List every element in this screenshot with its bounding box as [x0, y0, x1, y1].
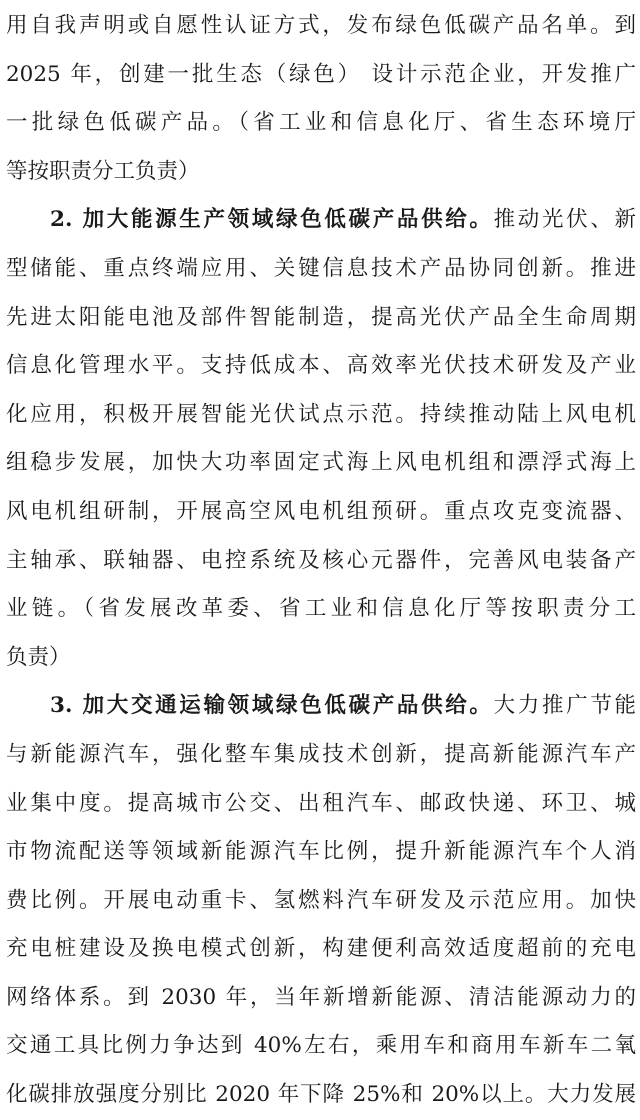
section-heading-rest: 大力推广节能 [493, 693, 636, 719]
text-line: 用自我声明或自愿性认证方式，发布绿色低碳产品名单。到 [6, 13, 636, 38]
text-line: 业集中度。提高城市公交、出租汽车、邮政快递、环卫、城 [6, 790, 636, 816]
text-line: 费比例。开展电动重卡、氢燃料汽车研发及示范应用。加快 [6, 887, 636, 913]
text-line: 型储能、重点终端应用、关键信息技术产品协同创新。推进 [6, 255, 636, 281]
text-line: 先进太阳能电池及部件智能制造，提高光伏产品全生命周期 [6, 304, 636, 330]
text-line: 一批绿色低碳产品。（省工业和信息化厅、省生态环境厅 [6, 110, 636, 136]
text-line: 主轴承、联轴器、电控系统及核心元器件，完善风电装备产 [6, 547, 636, 573]
text-line: 2025 年，创建一批生态（绿色） 设计示范企业，开发推广 [6, 61, 636, 87]
section-heading: 2. 加大能源生产领域绿色低碳产品供给。 [50, 207, 494, 233]
text-line: 市物流配送等领域新能源汽车比例，提升新能源汽车个人消 [6, 839, 636, 865]
text-line: 充电桩建设及换电模式创新，构建便利高效适度超前的充电 [6, 936, 636, 962]
section-transportation [6, 682, 636, 1119]
text-line: 与新能源汽车，强化整车集成技术创新，提高新能源汽车产 [6, 741, 636, 767]
text-line: 信息化管理水平。支持低成本、高效率光伏技术研发及产业 [6, 353, 636, 379]
section-heading-line [6, 682, 636, 731]
section-heading: 3. 加大交通运输领域绿色低碳产品供给。 [50, 693, 494, 719]
text-line: 交通工具比例力争达到 40%左右，乘用车和商用车新车二氧 [6, 1033, 636, 1059]
text-line: 风电机组研制，开展高空风电机组预研。重点攻克变流器、 [6, 498, 636, 524]
text-line: 负责） [6, 644, 71, 670]
text-line: 化应用，积极开展智能光伏试点示范。持续推动陆上风电机 [6, 401, 636, 427]
section-heading-line [6, 196, 636, 245]
section-heading-rest: 推动光伏、新 [493, 207, 636, 233]
section-energy-production [6, 196, 636, 682]
text-line: 组稳步发展，加快大功率固定式海上风电机组和漂浮式海上 [6, 450, 636, 476]
text-line: 网络体系。到 2030 年，当年新增新能源、清洁能源动力的 [6, 984, 636, 1010]
paragraph-intro [6, 2, 636, 196]
text-line: 化碳排放强度分别比 2020 年下降 25%和 20%以上。大力发展 [6, 1082, 636, 1108]
text-line: 业链。（省发展改革委、省工业和信息化厅等按职责分工 [6, 596, 636, 622]
text-line: 等按职责分工负责） [6, 158, 200, 184]
document-page [6, 2, 636, 1120]
